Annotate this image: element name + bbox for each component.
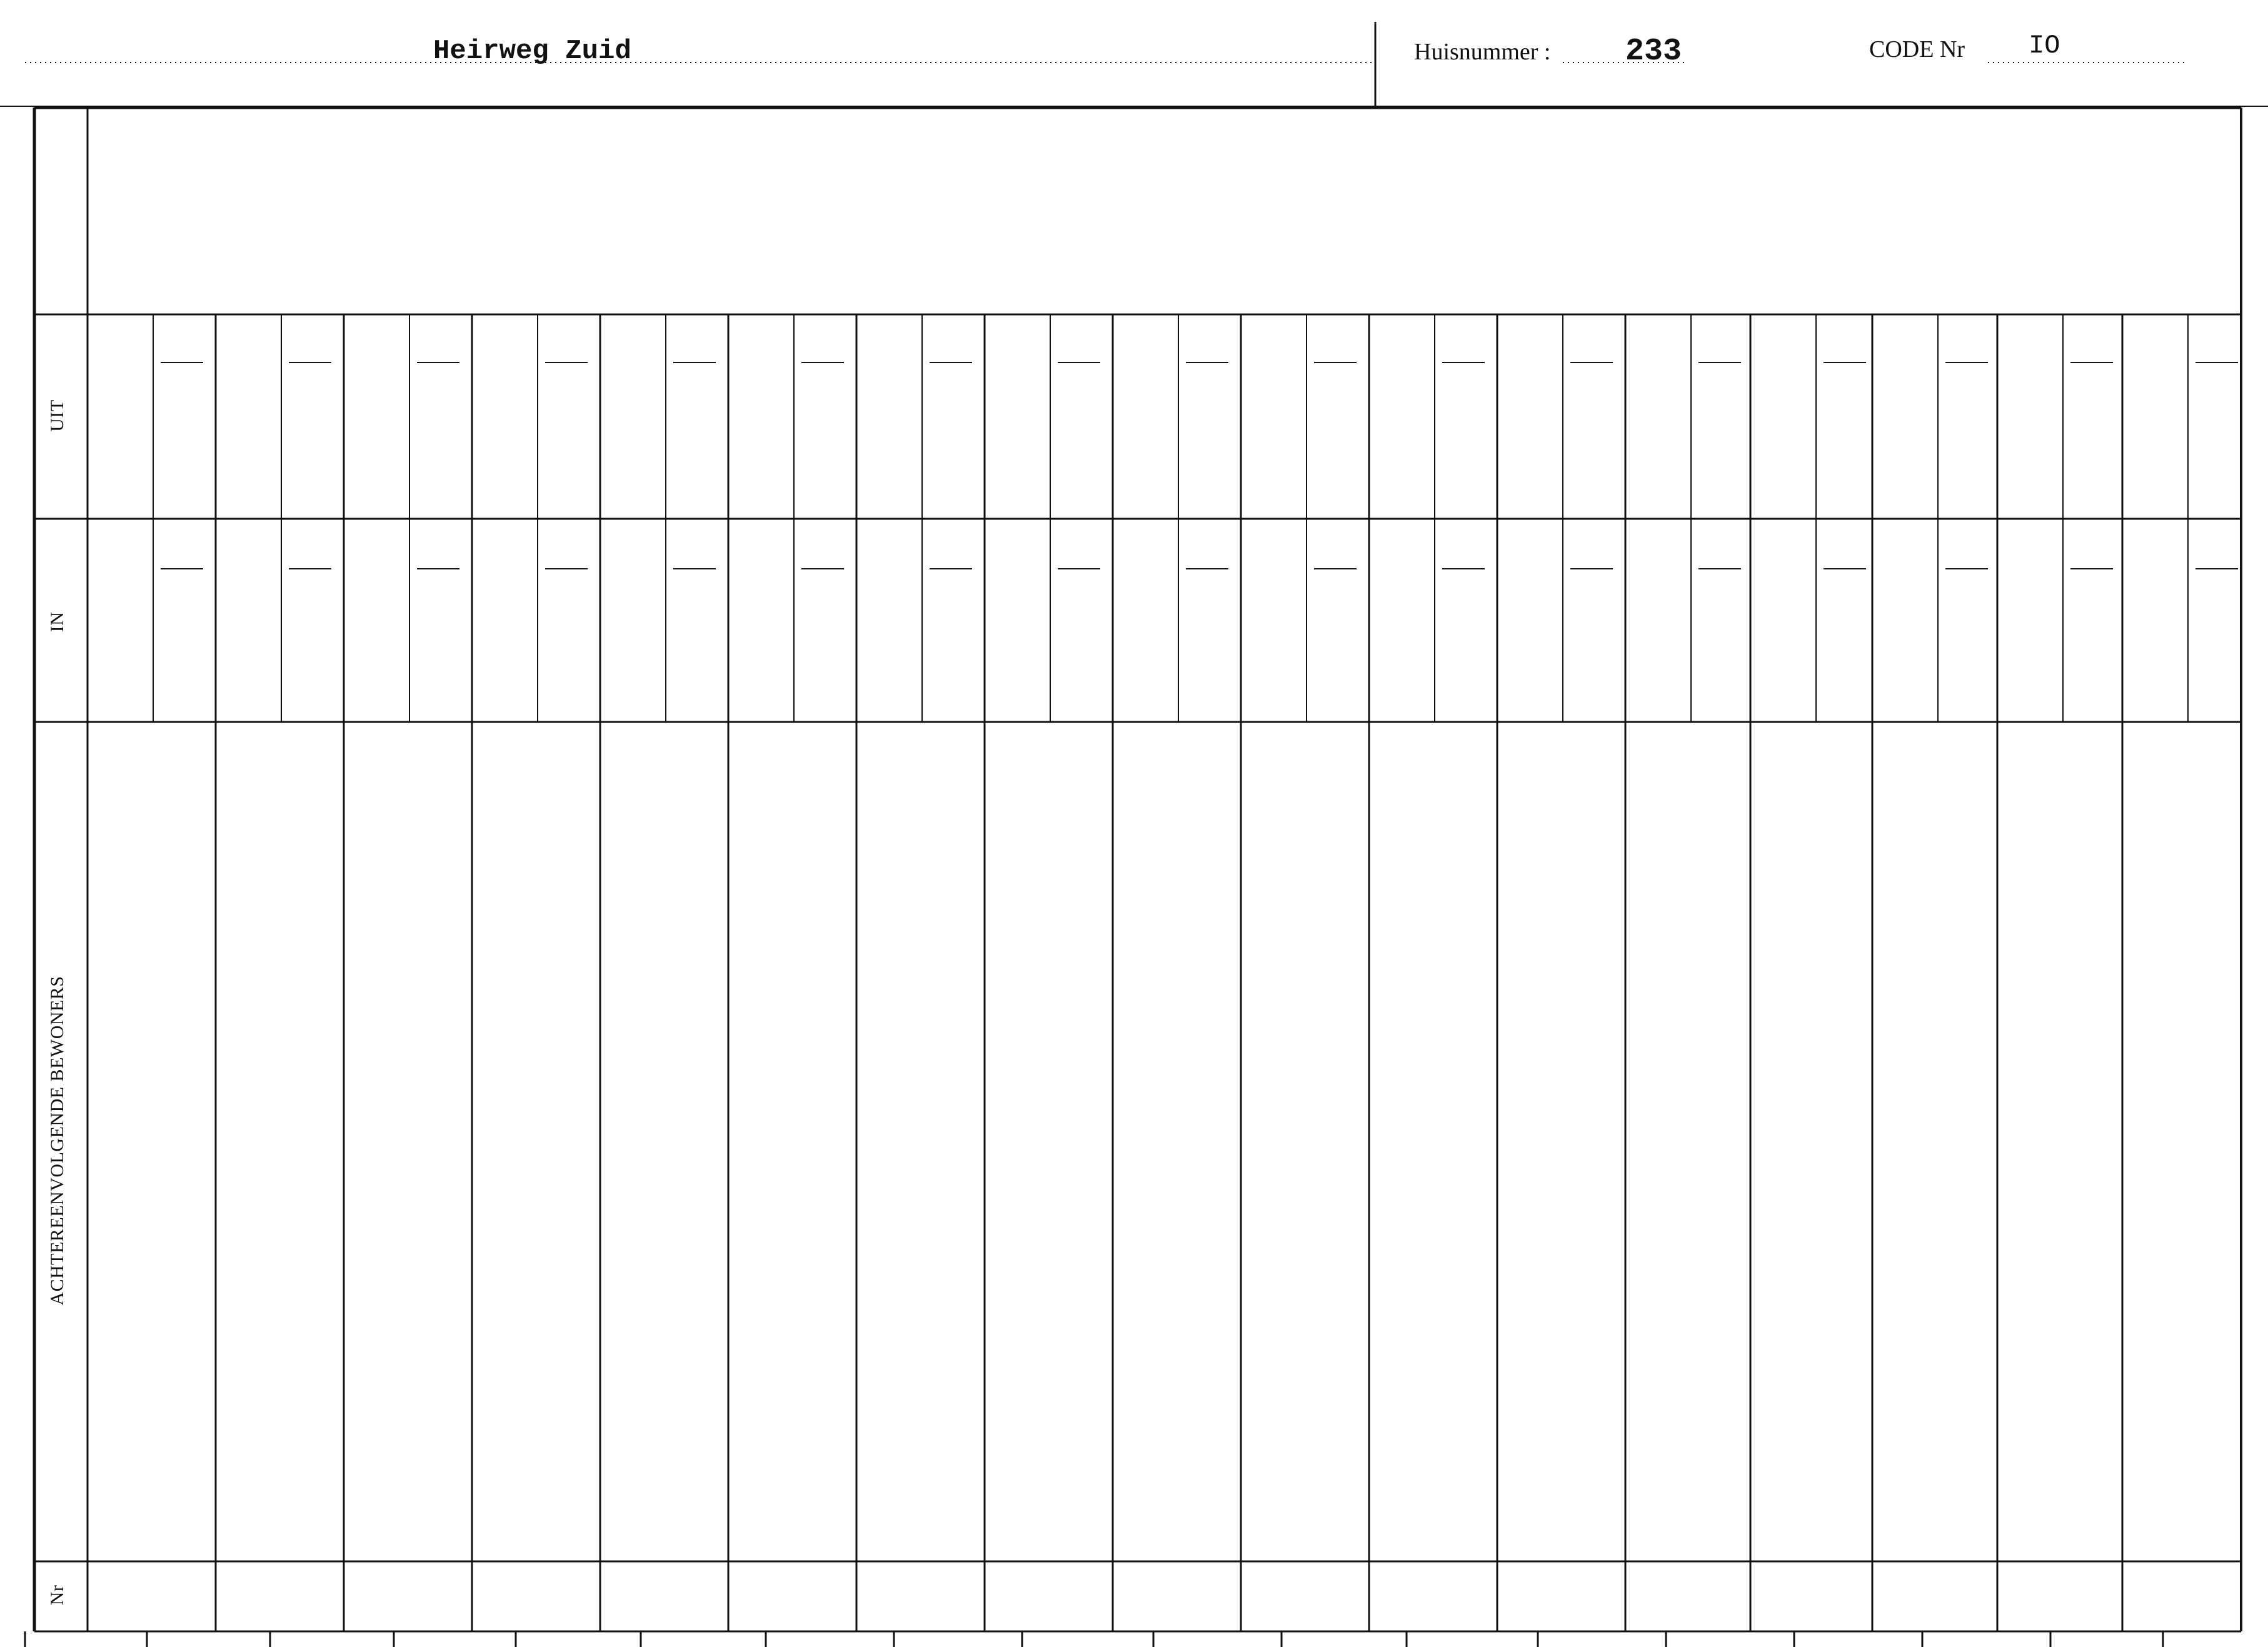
code-value: IO (2029, 31, 2060, 61)
row-label-uit: UIT (47, 399, 68, 432)
street-name: Heirweg Zuid (433, 36, 631, 67)
row-label-residents: ACHTEREENVOLGENDE BEWONERS (47, 976, 68, 1306)
row-label-in: IN (47, 611, 68, 633)
row-label-nr: Nr (47, 1584, 68, 1606)
code-label: CODE Nr (1869, 36, 1965, 63)
house-number-value: 233 (1625, 34, 1682, 69)
house-number-label: Huisnummer : (1414, 39, 1551, 65)
